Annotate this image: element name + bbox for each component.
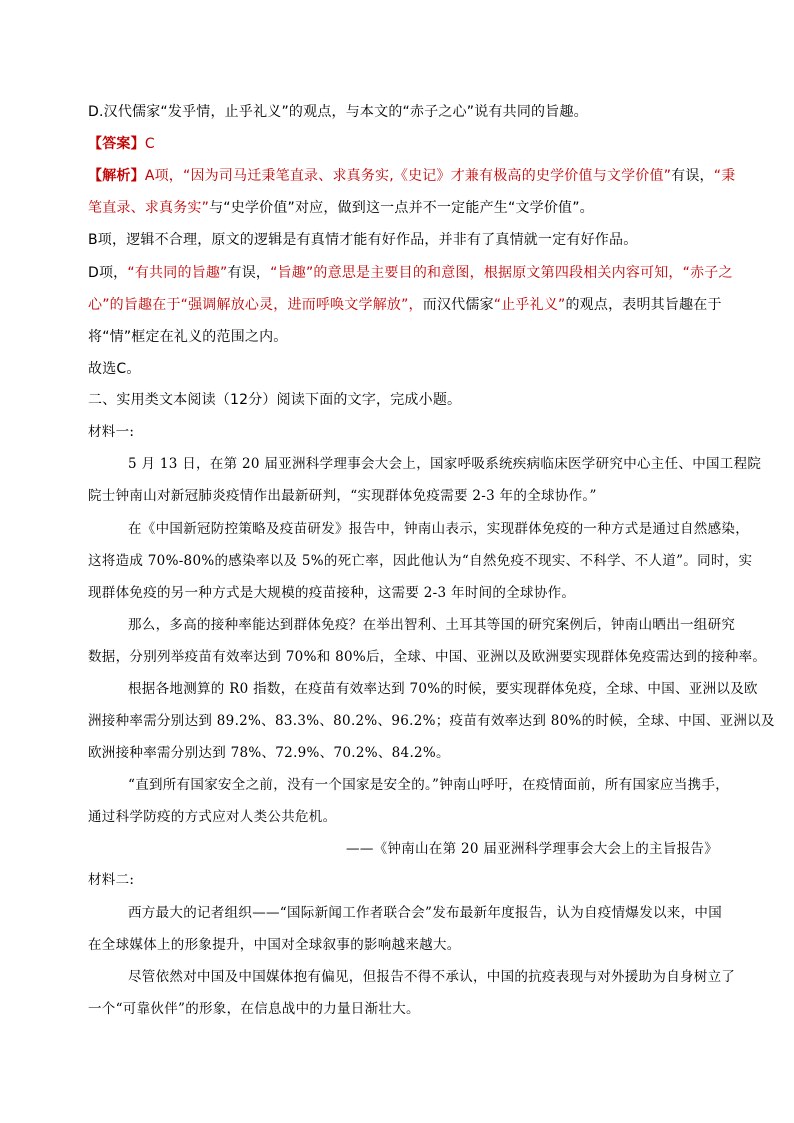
option-d: D.汉代儒家“发乎情，止乎礼义”的观点，与本文的“赤子之心”说有共同的旨趣。: [88, 104, 588, 120]
m1-paragraph-3-line-2: 数据，分别列举疫苗有效率达到 70%和 80%后，全球、中国、亚洲以及欧洲要实现群体免疫需达到的接种率。: [88, 649, 767, 665]
m1-paragraph-1-line-2: 院士钟南山对新冠肺炎疫情作出最新研判，“实现群体免疫需要 2-3 年的全球协作。”: [88, 488, 597, 504]
analysis-d-line-2: 心”的旨趣在于“强调解放心灵，进而呼唤文学解放”，而汉代儒家“止乎礼义”的观点，表明其旨趣在于: [88, 297, 722, 313]
answer-line: [88, 133, 718, 155]
m2-paragraph-2-line-2: 一个“可靠伙伴”的形象，在信息战中的力量日渐壮大。: [88, 1001, 420, 1017]
m1-paragraph-2-line-3: 现群体免疫的另一种方式是大规模的疫苗接种，这需要 2-3 年时间的全球协作。: [88, 585, 576, 601]
m1-paragraph-5-line-1: “直到所有国家安全之前，没有一个国家是安全的。”钟南山呼吁，在疫情面前，所有国家应当携手，: [128, 777, 730, 793]
m1-paragraph-4-line-3: 欧洲接种率需分别达到 78%、72.9%、70.2%、84.2%。: [88, 745, 450, 761]
material2-label: 材料二:: [88, 872, 135, 888]
analysis-b: B项，逻辑不合理，原文的逻辑是有真情才能有好作品，并非有了真情就一定有好作品。: [88, 232, 638, 248]
m2-paragraph-2-line-1: 尽管依然对中国及中国媒体抱有偏见，但报告不得不承认，中国的抗疫表现与对外援助为自身树立了: [128, 969, 736, 985]
material1-label: 材料一:: [88, 424, 135, 440]
analysis-line-2: 笔直录、求真务实”与“史学价值”对应，做到这一点并不一定能产生“文学价值”。: [88, 200, 594, 216]
m1-paragraph-4-line-2: 洲接种率需分别达到 89.2%、83.3%、80.2%、96.2%；疫苗有效率达到 80%的时候，全球、中国、亚洲以及: [88, 713, 775, 729]
m1-paragraph-1-line-1: 5 月 13 日，在第 20 届亚洲科学理事会大会上，国家呼吸系统疾病临床医学研究中心主任、中国工程院: [128, 456, 762, 472]
m2-paragraph-1-line-2: 在全球媒体上的形象提升，中国对全球叙事的影响越来越大。: [88, 937, 461, 953]
answer-value: C: [144, 136, 155, 152]
analysis-conclusion: 故选C。: [88, 361, 141, 377]
analysis-line-1: 【解析】A项，“因为司马迁秉笔直录、求真务实,《史记》才兼有极高的史学价值与文学价值”有误，“秉: [88, 168, 736, 184]
m1-paragraph-5-line-2: 通过科学防疫的方式应对人类公共危机。: [88, 809, 337, 825]
analysis-d-line-3: 将“情”框定在礼义的范围之内。: [88, 329, 288, 345]
m1-paragraph-3-line-1: 那么，多高的接种率能达到群体免疫？在举出智利、土耳其等国的研究案例后，钟南山晒出一组研究: [128, 617, 736, 633]
m1-paragraph-2-line-1: 在《中国新冠防控策略及疫苗研发》报告中，钟南山表示，实现群体免疫的一种方式是通过自然感染，: [128, 521, 749, 537]
section-heading: 二、实用类文本阅读（12分）阅读下面的文字，完成小题。: [88, 392, 462, 408]
m2-paragraph-1-line-1: 西方最大的记者组织——“国际新闻工作者联合会”发布最新年度报告，认为自疫情爆发以来，中国: [128, 905, 723, 921]
m1-source: ——《钟南山在第 20 届亚洲科学理事会大会上的主旨报告》: [346, 841, 718, 857]
m1-paragraph-2-line-2: 这将造成 70%-80%的感染率以及 5%的死亡率，因此他认为“自然免疫不现实、不科学、不人道”。同时，实: [88, 553, 753, 569]
analysis-d-line-1: D项，“有共同的旨趣”有误，“旨趣”的意思是主要目的和意图，根据原文第四段相关内容可知，“赤子之: [88, 265, 733, 281]
m1-paragraph-4-line-1: 根据各地测算的 R0 指数，在疫苗有效率达到 70%的时候，要实现群体免疫，全球、中国、亚洲以及欧: [128, 681, 758, 697]
answer-label: 【答案】: [88, 136, 145, 152]
analysis-label: 【解析】: [88, 168, 145, 184]
